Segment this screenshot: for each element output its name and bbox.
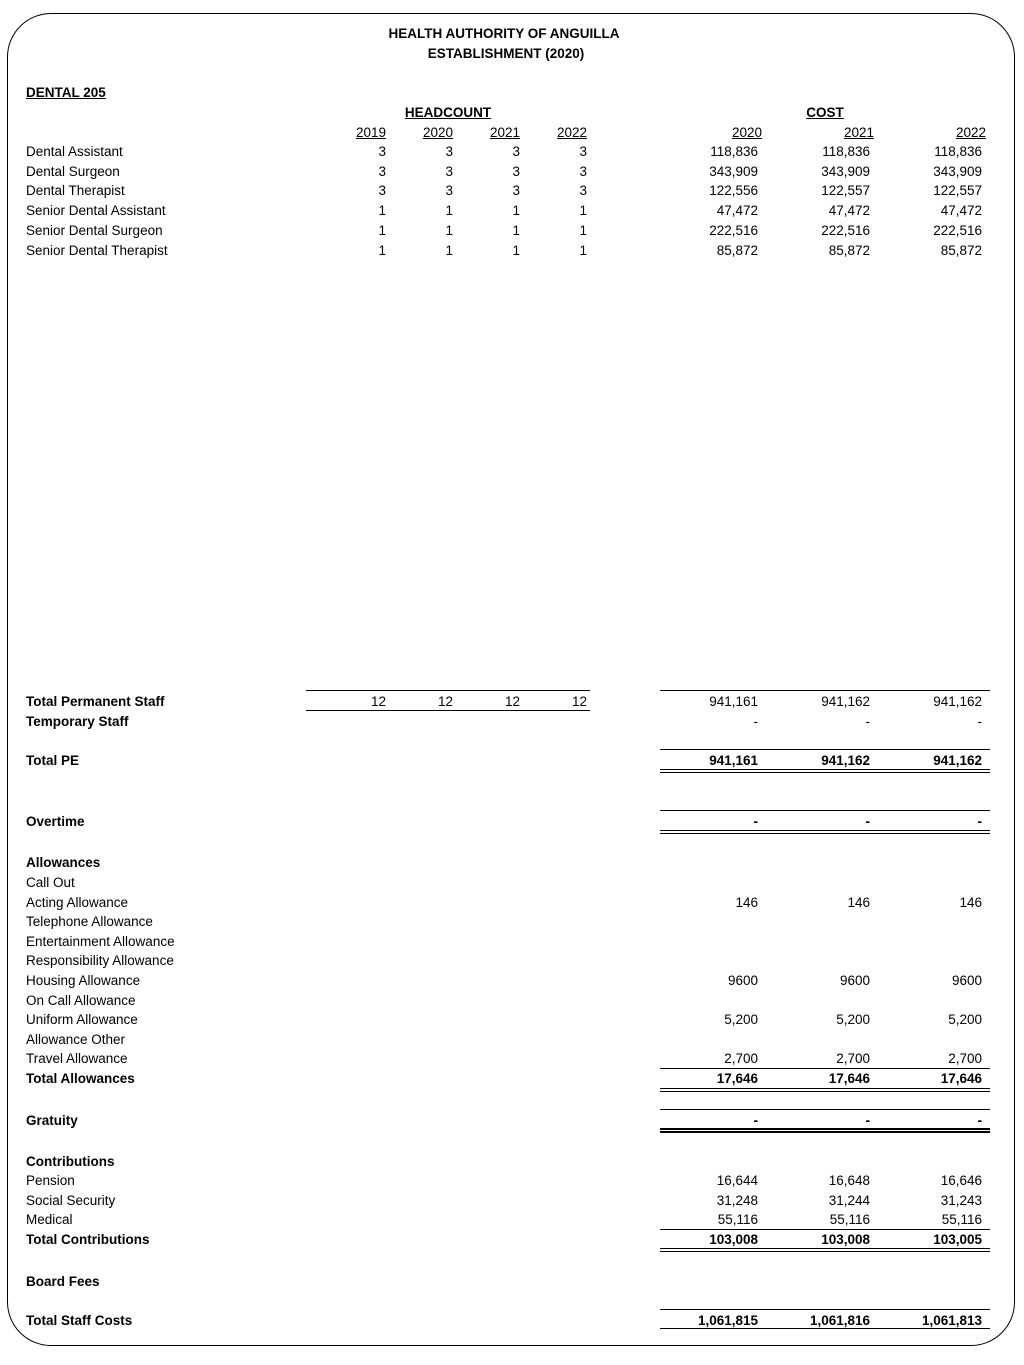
- contributions-bottom-rule-2: [660, 1251, 990, 1252]
- headcount-year-header: 2019: [355, 125, 386, 140]
- temporary-staff-cost-2021: -: [865, 714, 870, 729]
- position-headcount-2020: 1: [445, 222, 453, 238]
- position-cost-2020: 85,872: [716, 242, 758, 258]
- gratuity-label: Gratuity: [26, 1113, 78, 1128]
- position-headcount-2022: 1: [579, 222, 587, 238]
- allowance-name: Travel Allowance: [26, 1051, 128, 1067]
- position-cost-2021: 343,909: [821, 163, 870, 179]
- total-contributions-label: Total Contributions: [26, 1232, 150, 1247]
- position-headcount-2020: 1: [445, 242, 453, 258]
- position-headcount-2021: 3: [512, 183, 520, 199]
- position-cost-2022: 122,557: [933, 183, 982, 199]
- gratuity-cost-2021: -: [865, 1113, 870, 1128]
- total-permanent-label: Total Permanent Staff: [26, 694, 165, 709]
- contribution-name: Pension: [26, 1173, 75, 1188]
- temporary-staff-label: Temporary Staff: [26, 714, 129, 729]
- contribution-name: Medical: [26, 1212, 73, 1228]
- allowance-name: Acting Allowance: [26, 894, 129, 910]
- contribution-cost-2020: 16,644: [716, 1173, 758, 1188]
- contribution-cost-2021: 55,116: [829, 1212, 870, 1228]
- allowance-cost-2022: 9600: [951, 973, 982, 988]
- allowance-name: Housing Allowance: [26, 973, 141, 988]
- allowance-name: Entertainment Allowance: [26, 933, 175, 949]
- allowance-name: Responsibility Allowance: [26, 953, 174, 969]
- overtime-bottom-rule-1: [660, 830, 990, 831]
- position-headcount-2020: 3: [445, 183, 453, 199]
- allowance-name: Call Out: [26, 875, 75, 890]
- position-name: Senior Dental Surgeon: [26, 222, 163, 238]
- position-headcount-2021: 1: [512, 222, 520, 238]
- staff-costs-bottom-rule: [660, 1328, 990, 1329]
- total-permanent-headcount-2022: 12: [571, 694, 587, 709]
- gratuity-cost-2020: -: [753, 1113, 758, 1128]
- position-cost-2020: 118,836: [710, 144, 758, 159]
- position-cost-2020: 47,472: [716, 203, 758, 219]
- position-headcount-2020: 3: [445, 163, 453, 179]
- contribution-cost-2022: 55,116: [941, 1212, 982, 1228]
- board-fees-label: Board Fees: [26, 1274, 100, 1289]
- gratuity-bottom-rule-1: [660, 1128, 990, 1130]
- position-cost-2021: 122,557: [821, 183, 870, 199]
- contribution-name: Social Security: [26, 1192, 116, 1208]
- allowance-cost-2021: 146: [847, 894, 870, 910]
- gratuity-bottom-rule-2: [660, 1131, 990, 1133]
- headcount-total-top-rule: [306, 690, 590, 691]
- total-staff-costs-label: Total Staff Costs: [26, 1313, 133, 1328]
- position-cost-2021: 222,516: [821, 222, 870, 238]
- position-headcount-2021: 3: [512, 144, 520, 159]
- overtime-label: Overtime: [26, 814, 85, 829]
- position-cost-2021: 85,872: [828, 242, 870, 258]
- total-pe-cost-2020: 941,161: [709, 753, 758, 768]
- position-name: Senior Dental Assistant: [26, 203, 166, 219]
- total-staff-costs-cost-2020: 1,061,815: [697, 1313, 758, 1328]
- overtime-cost-2022: -: [977, 814, 982, 829]
- allowance-name: Allowance Other: [26, 1031, 126, 1047]
- allowances-bottom-rule-2: [660, 1091, 990, 1092]
- total-staff-costs-cost-2022: 1,061,813: [921, 1313, 982, 1328]
- temporary-staff-cost-2020: -: [753, 714, 758, 729]
- total-permanent-cost-2021: 941,162: [821, 694, 870, 709]
- position-cost-2022: 343,909: [933, 163, 982, 179]
- pe-bottom-rule-1: [660, 769, 990, 770]
- position-headcount-2021: 1: [512, 242, 520, 258]
- position-cost-2021: 47,472: [828, 203, 870, 219]
- cost-total-top-rule: [660, 690, 990, 691]
- contributions-total-top-rule: [660, 1229, 990, 1230]
- total-allowances-label: Total Allowances: [26, 1071, 135, 1086]
- position-headcount-2020: 1: [445, 203, 453, 219]
- allowance-cost-2020: 2,700: [724, 1051, 758, 1067]
- total-allowances-cost-2021: 17,646: [828, 1071, 870, 1086]
- allowance-name: Uniform Allowance: [26, 1012, 138, 1028]
- cost-year-header: 2021: [843, 125, 874, 140]
- position-name: Dental Assistant: [26, 144, 123, 159]
- total-pe-cost-2021: 941,162: [821, 753, 870, 768]
- total-contributions-cost-2020: 103,008: [709, 1232, 758, 1247]
- overtime-top-rule: [660, 810, 990, 811]
- position-headcount-2021: 3: [512, 163, 520, 179]
- total-permanent-headcount-2021: 12: [504, 694, 520, 709]
- position-headcount-2022: 3: [579, 163, 587, 179]
- headcount-heading: HEADCOUNT: [404, 105, 492, 120]
- allowance-name: Telephone Allowance: [26, 914, 153, 930]
- position-cost-2022: 47,472: [940, 203, 982, 219]
- position-headcount-2019: 1: [378, 242, 386, 258]
- allowance-cost-2020: 146: [735, 894, 758, 910]
- allowance-cost-2020: 9600: [727, 973, 758, 988]
- position-cost-2022: 85,872: [940, 242, 982, 258]
- cost-year-header: 2020: [731, 125, 762, 140]
- position-headcount-2019: 3: [378, 183, 386, 199]
- contributions-bottom-rule-1: [660, 1248, 990, 1249]
- overtime-bottom-rule-2: [660, 833, 990, 834]
- total-staff-costs-cost-2021: 1,061,816: [809, 1313, 870, 1328]
- allowance-cost-2021: 5,200: [836, 1012, 870, 1028]
- position-headcount-2022: 3: [579, 183, 587, 199]
- total-permanent-headcount-2020: 12: [437, 694, 453, 709]
- allowance-cost-2021: 2,700: [836, 1051, 870, 1067]
- contribution-cost-2020: 55,116: [717, 1212, 758, 1228]
- allowances-bottom-rule-1: [660, 1088, 990, 1089]
- position-cost-2020: 343,909: [709, 163, 758, 179]
- position-cost-2020: 122,556: [709, 183, 758, 199]
- position-headcount-2022: 3: [579, 144, 587, 159]
- cost-year-header: 2022: [955, 125, 986, 140]
- position-cost-2022: 118,836: [934, 144, 982, 159]
- pe-top-rule: [660, 749, 990, 750]
- staff-costs-top-rule: [660, 1309, 990, 1310]
- headcount-total-bottom-rule: [306, 710, 590, 711]
- total-permanent-headcount-2019: 12: [370, 694, 386, 709]
- allowance-cost-2021: 9600: [839, 973, 870, 988]
- total-permanent-cost-2022: 941,162: [933, 694, 982, 709]
- org-title: HEALTH AUTHORITY OF ANGUILLA: [388, 26, 620, 41]
- position-cost-2020: 222,516: [709, 222, 758, 238]
- contribution-cost-2022: 16,646: [940, 1173, 982, 1188]
- gratuity-top-rule: [660, 1109, 990, 1110]
- section-title: DENTAL 205: [26, 85, 106, 100]
- pe-bottom-rule-2: [660, 772, 990, 773]
- contribution-cost-2021: 31,244: [828, 1192, 870, 1208]
- gratuity-cost-2022: -: [977, 1113, 982, 1128]
- report-subtitle: ESTABLISHMENT (2020): [427, 46, 585, 61]
- allowances-total-top-rule: [660, 1068, 990, 1069]
- allowance-cost-2022: 146: [959, 894, 982, 910]
- allowances-heading: Allowances: [26, 855, 101, 870]
- total-allowances-cost-2020: 17,646: [716, 1071, 758, 1086]
- overtime-cost-2021: -: [865, 814, 870, 829]
- position-headcount-2022: 1: [579, 242, 587, 258]
- allowance-cost-2022: 2,700: [948, 1051, 982, 1067]
- position-headcount-2019: 1: [378, 222, 386, 238]
- total-pe-cost-2022: 941,162: [933, 753, 982, 768]
- position-headcount-2020: 3: [445, 144, 453, 159]
- total-pe-label: Total PE: [26, 753, 80, 768]
- total-permanent-cost-2020: 941,161: [709, 694, 758, 709]
- position-headcount-2019: 1: [378, 203, 386, 219]
- cost-heading: COST: [806, 105, 844, 120]
- position-name: Dental Surgeon: [26, 163, 120, 179]
- position-name: Dental Therapist: [26, 183, 125, 199]
- contributions-heading: Contributions: [26, 1154, 115, 1169]
- position-headcount-2019: 3: [378, 144, 386, 159]
- position-headcount-2022: 1: [579, 203, 587, 219]
- position-headcount-2019: 3: [378, 163, 386, 179]
- overtime-cost-2020: -: [753, 814, 758, 829]
- position-cost-2021: 118,836: [822, 144, 870, 159]
- contribution-cost-2021: 16,648: [828, 1173, 870, 1188]
- position-name: Senior Dental Therapist: [26, 242, 168, 258]
- contribution-cost-2020: 31,248: [716, 1192, 758, 1208]
- total-contributions-cost-2021: 103,008: [821, 1232, 870, 1247]
- total-allowances-cost-2022: 17,646: [940, 1071, 982, 1086]
- headcount-year-header: 2021: [489, 125, 520, 140]
- contribution-cost-2022: 31,243: [940, 1192, 982, 1208]
- headcount-year-header: 2022: [556, 125, 587, 140]
- temporary-staff-cost-2022: -: [977, 714, 982, 729]
- total-contributions-cost-2022: 103,005: [933, 1232, 982, 1247]
- headcount-year-header: 2020: [422, 125, 453, 140]
- position-headcount-2021: 1: [512, 203, 520, 219]
- position-cost-2022: 222,516: [933, 222, 982, 238]
- allowance-cost-2022: 5,200: [948, 1012, 982, 1028]
- allowance-cost-2020: 5,200: [724, 1012, 758, 1028]
- allowance-name: On Call Allowance: [26, 992, 136, 1008]
